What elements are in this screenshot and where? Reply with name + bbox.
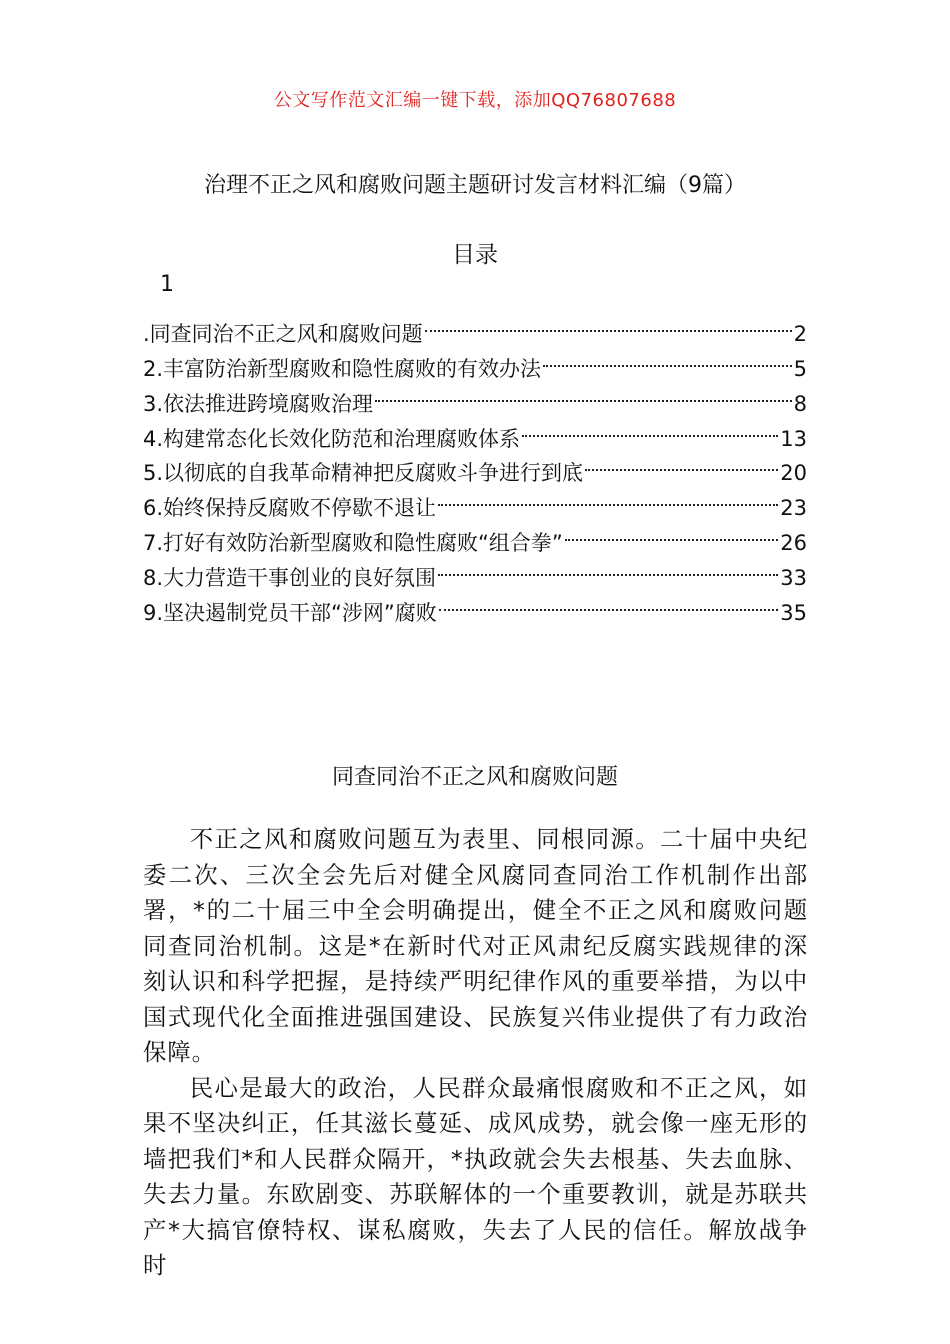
body-paragraph: 民心是最大的政治，人民群众最痛恨腐败和不正之风，如果不坚决纠正，任其滋长蔓延、成风成势，就会像一座无形的墙把我们*和人民群众隔开，*执政就会失去根基、失去血脉、失去力量。东欧剧变、苏联解体的一个重要教训，就是苏联共产*大搞官僚特权、谋私腐败，失去了人民的信任。解放战争时 bbox=[143, 1073, 808, 1279]
table-of-contents bbox=[143, 306, 807, 626]
document-title: 治理不正之风和腐败问题主题研讨发言材料汇编（9篇） bbox=[204, 173, 746, 198]
toc-item-label: .同查同治不正之风和腐败问题 bbox=[143, 321, 423, 346]
toc-item-label: 8.大力营造干事创业的良好氛围 bbox=[143, 566, 437, 591]
toc-item-label: 2.丰富防治新型腐败和隐性腐败的有效办法 bbox=[143, 356, 542, 381]
toc-leader-dots bbox=[585, 446, 778, 481]
toc-item-page: 23 bbox=[780, 496, 807, 521]
toc-item-page: 20 bbox=[780, 461, 807, 486]
toc-item-label: 6.始终保持反腐败不停歇不退让 bbox=[143, 496, 437, 521]
toc-item-label: 4.构建常态化长效化防范和治理腐败体系 bbox=[143, 426, 521, 451]
toc-item-page: 35 bbox=[780, 601, 807, 626]
toc-leader-dots bbox=[438, 480, 778, 515]
toc-leader-dots bbox=[438, 550, 778, 585]
toc-item[interactable] bbox=[143, 306, 807, 346]
toc-item-label: 9.坚决遏制党员干部“涉网”腐败 bbox=[143, 601, 437, 626]
toc-item-page: 2 bbox=[793, 321, 807, 346]
toc-item-label: 5.以彻底的自我革命精神把反腐败斗争进行到底 bbox=[143, 461, 584, 486]
toc-leader-dots bbox=[439, 585, 778, 620]
toc-leader-dots bbox=[565, 515, 778, 550]
promo-banner: 公文写作范文汇编一键下载，添加QQ76807688 bbox=[273, 90, 677, 111]
toc-item-page: 5 bbox=[793, 356, 807, 381]
toc-leader-dots bbox=[543, 341, 792, 376]
toc-item-page: 13 bbox=[780, 426, 807, 451]
toc-item-page: 33 bbox=[780, 566, 807, 591]
toc-leader-dots bbox=[522, 411, 778, 446]
section-title: 同查同治不正之风和腐败问题 bbox=[331, 765, 618, 790]
toc-item-label: 7.打好有效防治新型腐败和隐性腐败“组合拳” bbox=[143, 531, 563, 556]
toc-heading: 目录 bbox=[452, 242, 498, 268]
toc-item-label: 3.依法推进跨境腐败治理 bbox=[143, 391, 374, 416]
toc-first-number: 1 bbox=[160, 272, 174, 297]
toc-leader-dots bbox=[425, 306, 792, 341]
section-body bbox=[143, 822, 808, 1284]
toc-item-page: 8 bbox=[793, 391, 807, 416]
toc-item-page: 26 bbox=[780, 531, 807, 556]
toc-leader-dots bbox=[375, 376, 792, 411]
body-paragraph: 不正之风和腐败问题互为表里、同根同源。二十届中央纪委二次、三次全会先后对健全风腐同查同治工作机制作出部署，*的二十届三中全会明确提出，健全不正之风和腐败问题同查同治机制。这是*在新时代对正风肃纪反腐实践规律的深刻认识和科学把握，是持续严明纪律作风的重要举措，为以中国式现代化全面推进强国建设、民族复兴伟业提供了有力政治保障。 bbox=[143, 825, 808, 1066]
